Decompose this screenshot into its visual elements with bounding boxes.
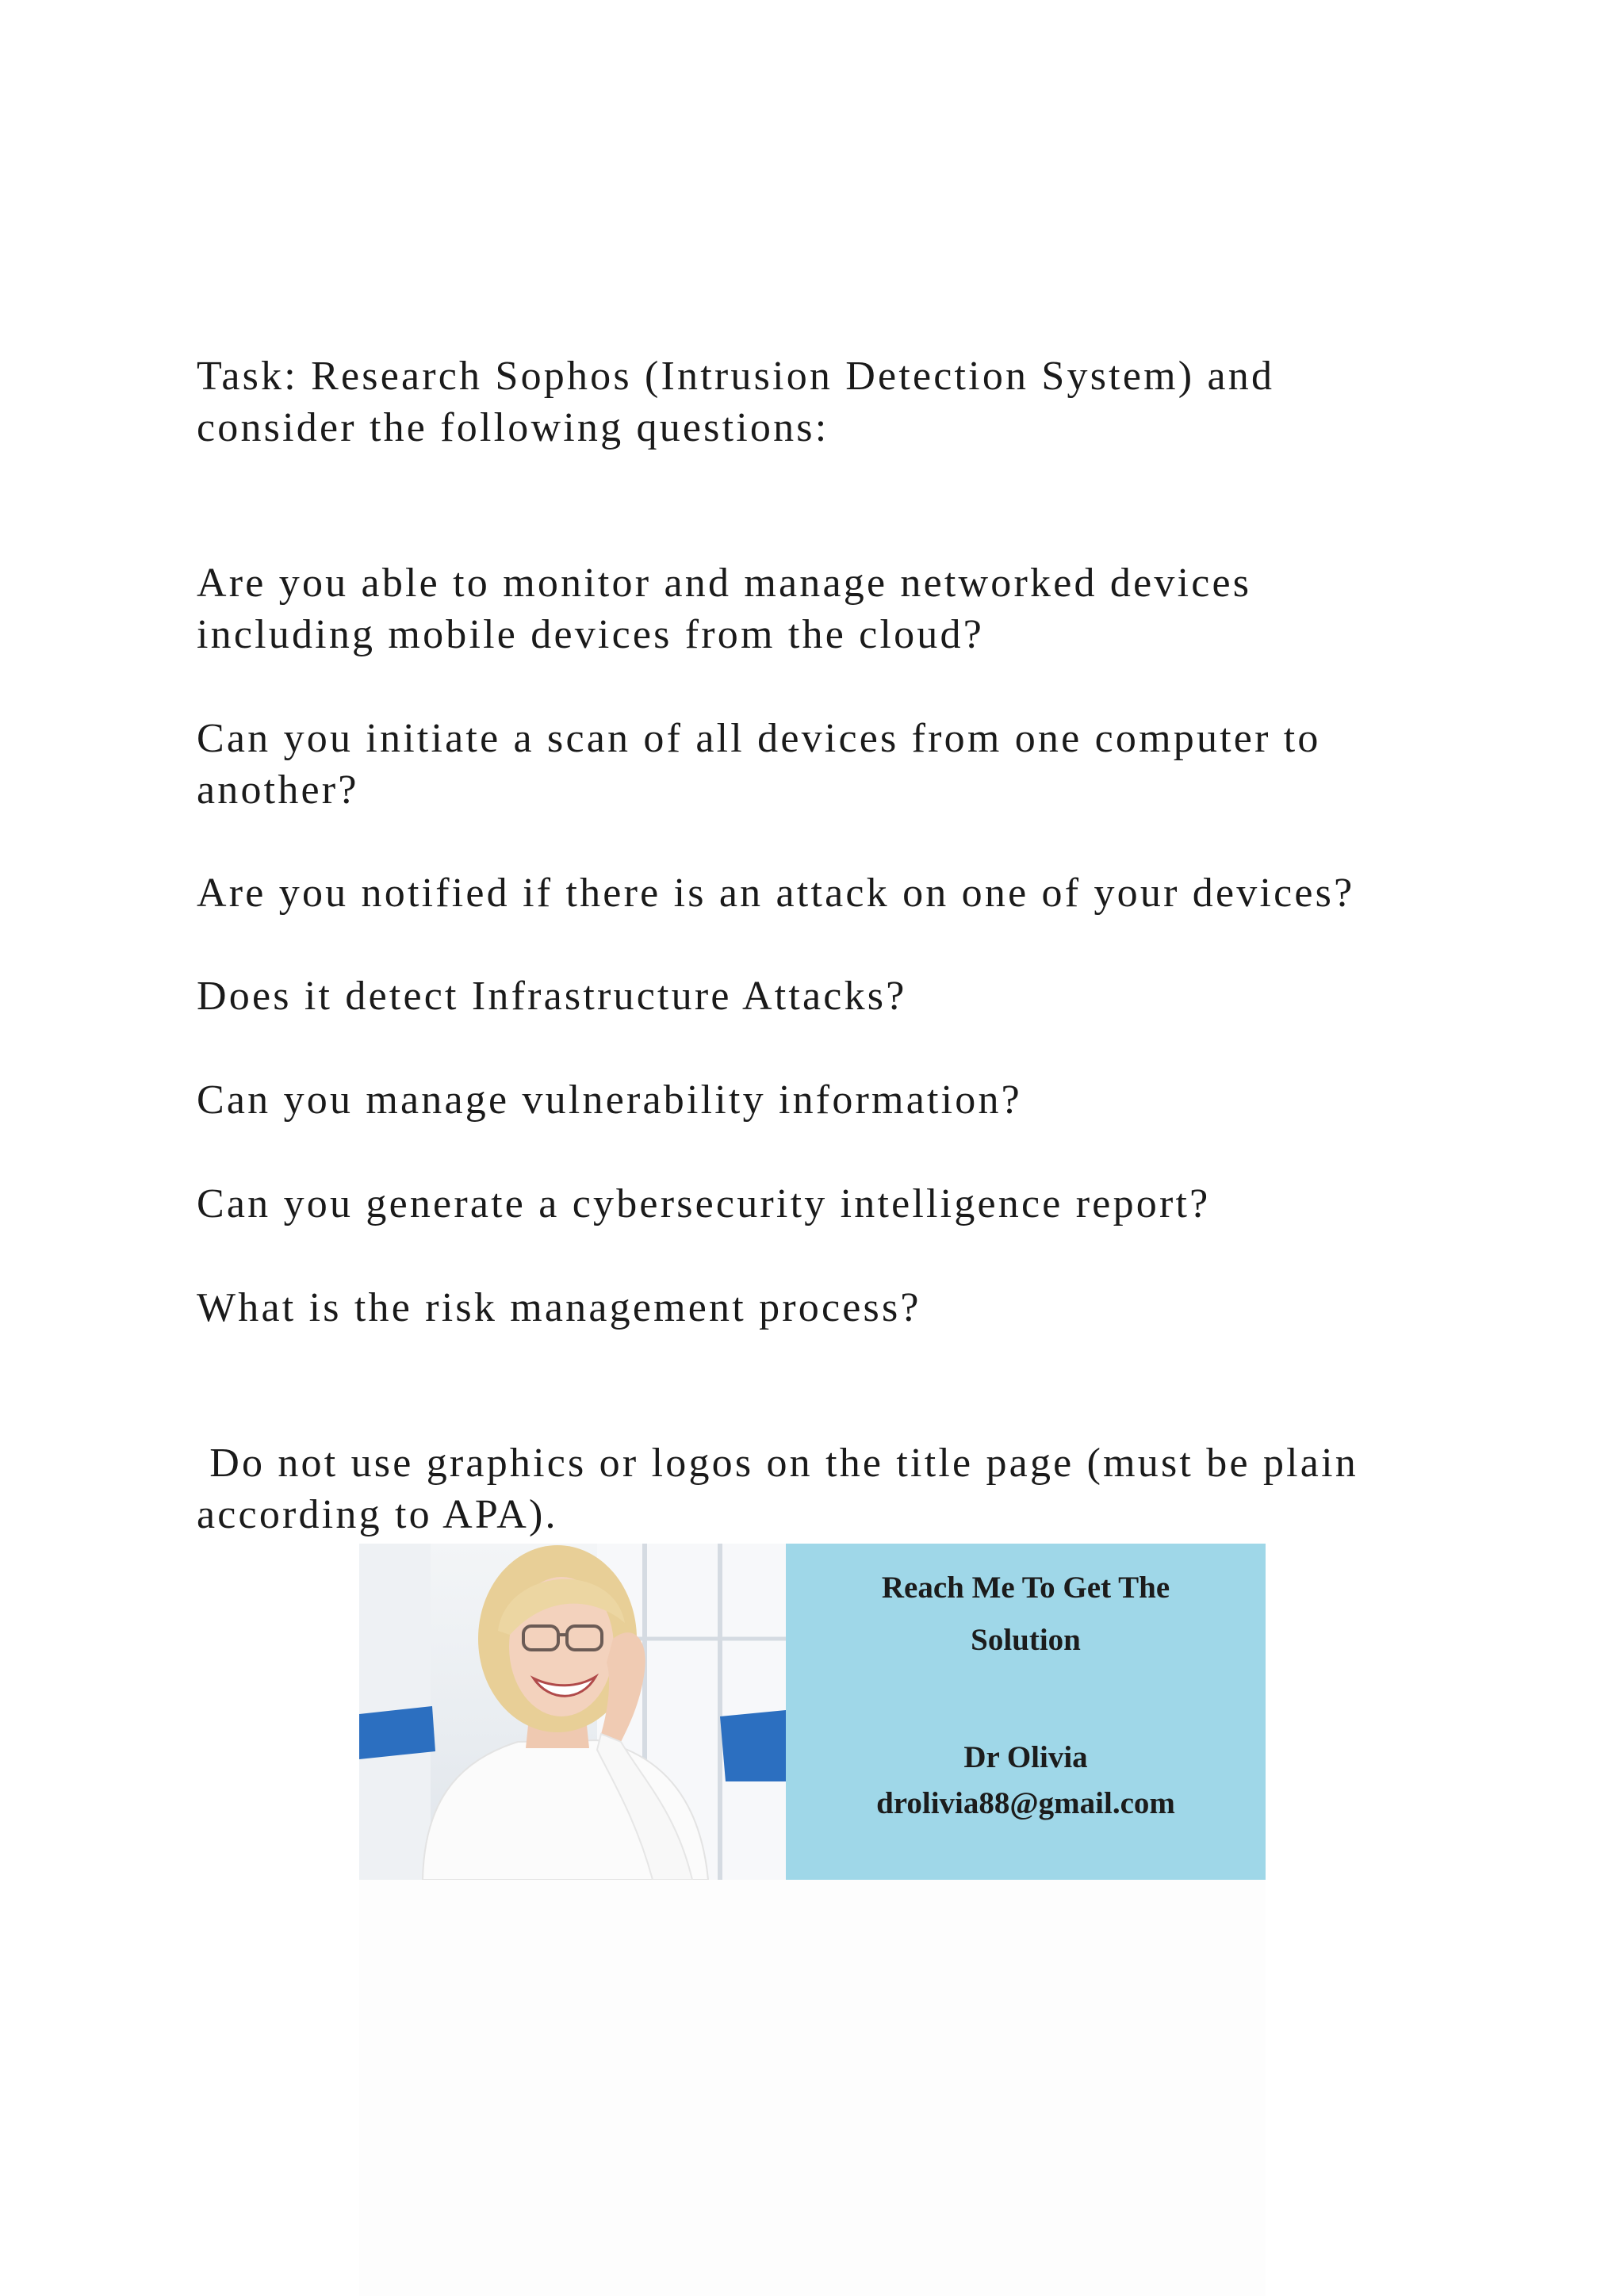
question-1 [197,557,1434,660]
question-2-line-2: another? [197,767,359,813]
woman-photo-illustration [359,1544,786,1880]
woman-photo [359,1544,786,1880]
question-3-line-1: Are you notified if there is an attack on one of your devices? [197,871,1355,916]
question-1-line-2: including mobile devices from the cloud? [197,612,984,657]
closing-note-line-2: according to APA). [197,1492,558,1537]
contact-email: drolivia88@gmail.com [876,1786,1175,1820]
question-4 [197,970,1434,1022]
question-7-line-1: What is the risk management process? [197,1285,921,1330]
question-6-line-1: Can you generate a cybersecurity intelligence report? [197,1181,1211,1226]
question-5-line-1: Can you manage vulnerability information? [197,1077,1022,1123]
task-intro-line-2: consider the following questions: [197,405,829,450]
task-intro [197,350,1434,453]
contact-info-panel [786,1544,1266,1880]
question-2 [197,713,1434,816]
contact-banner [359,1544,1266,1880]
contact-name: Dr Olivia [963,1740,1088,1774]
banner-headline-line-1: Reach Me To Get The [881,1571,1170,1605]
question-5 [197,1074,1434,1126]
question-2-line-1: Can you initiate a scan of all devices from one computer to [197,716,1321,761]
question-4-line-1: Does it detect Infrastructure Attacks? [197,974,907,1019]
blank-image-area [359,1880,1266,2296]
banner-headline-line-2: Solution [971,1623,1081,1657]
closing-note-line-1: Do not use graphics or logos on the title page (must be plain [197,1441,1358,1486]
question-1-line-1: Are you able to monitor and manage networked devices [197,561,1252,606]
question-7 [197,1282,1434,1334]
task-intro-line-1: Task: Research Sophos (Intrusion Detection System) and [197,354,1275,399]
question-6 [197,1178,1434,1230]
closing-note [197,1437,1434,1540]
question-3 [197,867,1434,919]
